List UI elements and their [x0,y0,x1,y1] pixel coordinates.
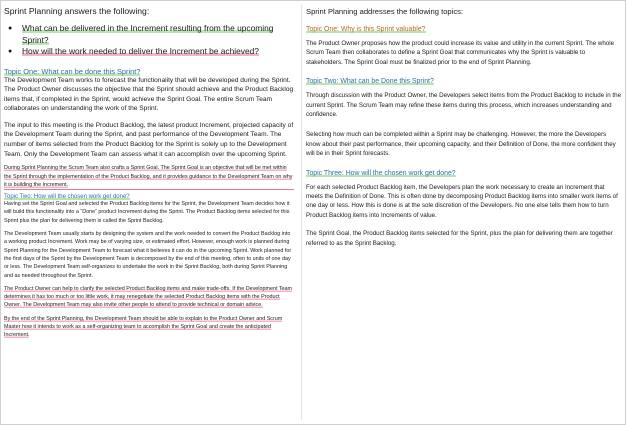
right-paragraph: The Sprint Goal, the Product Backlog items selected for the Sprint, plus the plan for delivering them are together referred to as the Sprint Backlog. [306,230,613,247]
column-divider [301,5,302,420]
left-paragraph-highlighted: By the end of the Sprint Planning, the Development Team should be able to explain to the Product Owner and Scrum Master how it intends to work as a self-organizing team to accomplish the Sprint Goal and create the anticipated Increment. [4,315,283,339]
left-bullet-item: ● What can be delivered in the Increment resulting from the upcoming Sprint? [22,23,294,46]
right-topic-three: Topic Three: How will the chosen work get done? [306,169,456,177]
left-topic-one: Topic One: What can be done this Sprint? [4,66,141,76]
right-paragraph: The Product Owner proposes how the product could increase its value and utility in the current Sprint. The whole Scrum Team then collaborates to define a Sprint Goal that communicates why the Sprint is valuable to stakeholders. The Sprint Goal must be finalized prior to the end of Sprint Planning. [306,40,615,66]
left-bullet-item: ● How will the work needed to deliver the Increment be achieved? [22,46,294,58]
left-topic-two: Topic Two: How will the chosen work get done? [4,194,130,201]
left-paragraph: The input to this meeting is the Product Backlog, the latest product Increment, projected capacity of the Development Team during the Sprint, and past performance of the Development Team. The number of items selected from the Product Backlog for the Sprint is solely up to the Development Team. Only the Development Team can assess what it can accomplish over the upcoming Sprint. [4,121,294,158]
left-column [4,1,294,340]
left-paragraph-highlighted: The Product Owner can help to clarify the selected Product Backlog items and make trade-offs. If the Development Team determines it has too much or too little work, it may renegotiate the selected Product Backlog items with the Product Owner. The Development Team may also invite other people to attend to provide technical or domain advice. [4,285,293,309]
left-paragraph: The Development Team works to forecast the functionality that will be developed during the Sprint. The Product Owner discusses the objective that the Sprint should achieve and the Product Backlog items that, if completed in the Sprint, would achieve the Sprint Goal. The entire Scrum Team collaborates on understanding the work of the Sprint. [4,76,294,113]
right-topic-one: Topic One: Why is this Sprint valuable? [306,26,426,33]
left-heading: Sprint Planning answers the following: [4,6,150,16]
left-paragraph: Having set the Sprint Goal and selected the Product Backlog items for the Sprint, the Development Team decides how it will build this functionality into a “Done” product Increment during the Sprint. The Product Backlog items selected for this Sprint plus the plan for delivering them is called the Sprint Backlog. [4,201,290,224]
right-column [306,1,622,248]
right-heading: Sprint Planning addresses the following topics: [306,7,464,16]
right-paragraph: Through discussion with the Product Owner, the Developers select items from the Product Backlog to include in the current Sprint. The Scrum Team may refine these items during this process, which increases understanding and confidence. [306,92,622,119]
left-paragraph-highlighted: During Sprint Planning the Scrum Team also crafts a Sprint Goal. The Sprint Goal is an objective that will be met within the Sprint through the implementation of the Product Backlog, and it provides guidance to the Development Team on why it is building the Increment. [4,164,294,190]
left-bullet-list [4,23,294,58]
right-topic-two: Topic Two: What can be Done this Sprint? [306,78,434,86]
right-paragraph: Selecting how much can be completed within a Sprint may be challenging. However, the more the Developers know about their past performance, their upcoming capacity, and their Definition of Done, the more confident they will be in their Sprint forecasts. [306,131,616,158]
left-paragraph: The Development Team usually starts by designing the system and the work needed to convert the Product Backlog into a working product Increment. Work may be of varying size, or estimated effort. However, enough work is planned during Sprint Planning for the Development Team to forecast what it believes it can do in the upcoming Sprint. Work planned for the first days of the Sprint by the Development Team is decomposed by the end of this meeting, often to units of one day or less. The Development Team self-organizes to undertake the work in the Sprint Backlog, both during Sprint Planning and as needed throughout the Sprint. [4,231,292,279]
right-paragraph: For each selected Product Backlog item, the Developers plan the work necessary to create an Increment that meets the Definition of Done. This is often done by decomposing Product Backlog items into smaller work items of one day or less. How this is done is at the sole discretion of the Developers. No one else tells them how to turn Product Backlog items into Increments of value. [306,183,618,219]
